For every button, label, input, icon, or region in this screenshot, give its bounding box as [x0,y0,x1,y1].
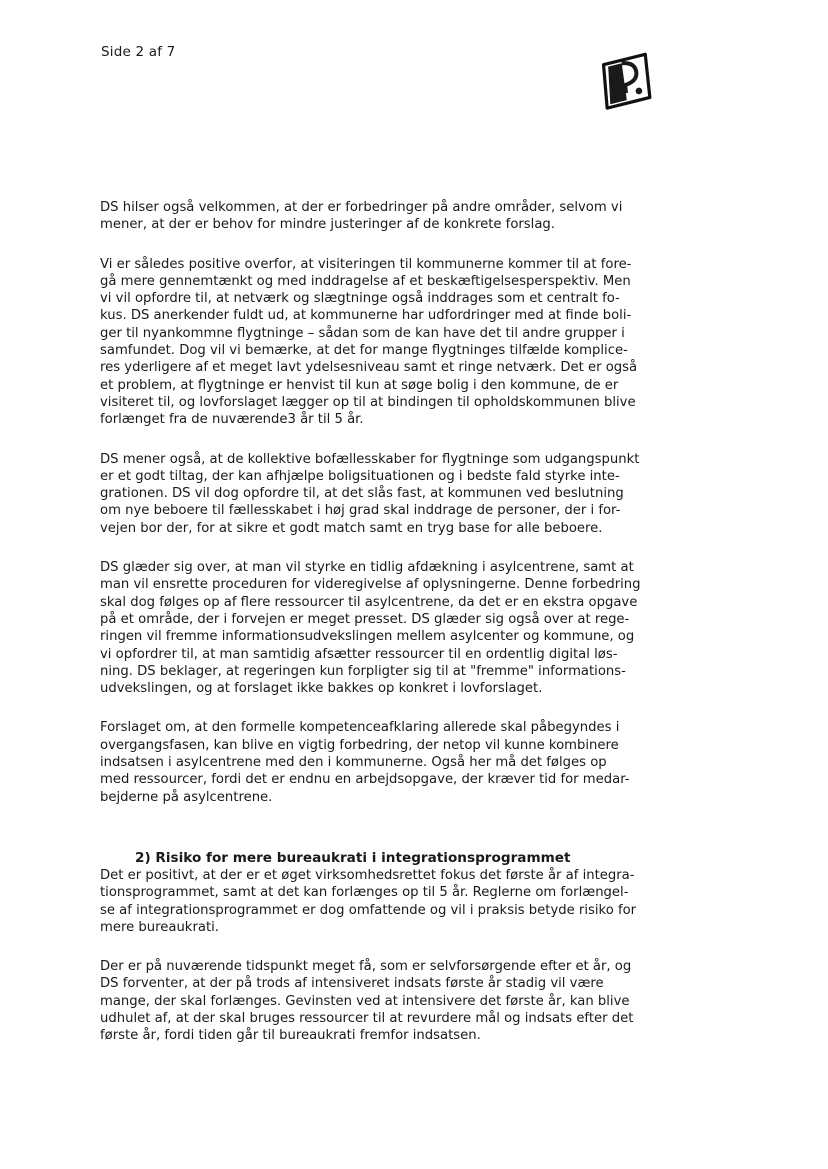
text-line: bejderne på asylcentrene. [100,789,273,805]
text-line: ringen vil fremme informationsudvekslingen mellem asylcenter og kommune, og [100,629,635,645]
text-line: udvekslingen, og at forslaget ikke bakkes op konkret i lovforslaget. [100,681,543,697]
document-body [100,199,672,1067]
text-line: Det er positivt, at der er et øget virksomhedsrettet fokus det første år af integra- [100,867,635,883]
paragraph-intro [100,199,672,234]
text-line: DS glæder sig over, at man vil styrke en tidlig afdækning i asylcentrene, samt at [100,560,634,576]
text-line: ning. DS beklager, at regeringen kun forpligter sig til at "fremme" informations- [100,663,626,679]
organization-logo-icon [596,50,662,110]
text-line: vejen bor der, for at sikre et godt match samt en tryg base for alle beboere. [100,520,603,536]
text-line: på et område, der i forvejen er meget presset. DS glæder sig også over at rege- [100,611,630,627]
text-line: DS mener også, at de kollektive bofællesskaber for flygtninge som udgangspunkt [100,451,640,467]
text-line: vi opfordrer til, at man samtidig afsætter ressourcer til en ordentlig digital løs- [100,646,618,662]
text-line: DS hilser også velkommen, at der er forbedringer på andre områder, selvom vi [100,200,623,215]
text-line: udhulet af, at der skal bruges ressourcer til at revurdere mål og indsats efter det [100,1010,634,1026]
text-line: gå mere gennemtænkt og med inddragelse af et beskæftigelsesperspektiv. Men [100,273,631,289]
paragraph-bureaucracy [100,958,672,1044]
text-line: samfundet. Dog vil vi bemærke, at det for mange flygtninges tilfælde komplice- [100,343,628,359]
text-line: indsatsen i asylcentrene med den i kommunerne. Også her må det følges op [100,755,607,771]
paragraph-visitation [100,256,672,429]
paragraph-asylum-centres [100,559,672,697]
section-heading: 2) Risiko for mere bureaukrati i integrationsprogrammet [135,849,571,866]
text-line: forlænget fra de nuværende3 år til 5 år. [100,412,364,428]
paragraph-competence [100,719,672,805]
paragraph-program [100,867,672,936]
text-line: kus. DS anerkender fuldt ud, at kommunerne har udfordringer med at finde boli- [100,308,632,324]
text-line: er et godt tiltag, der kan afhjælpe boligsituationen og i bedste fald styrke inte- [100,468,620,484]
text-line: vi vil opfordre til, at netværk og slægtninge også inddrages som et centralt fo- [100,291,620,307]
text-line: man vil ensrette proceduren for videregivelse af oplysningerne. Denne forbedring [100,577,641,593]
text-line: Vi er således positive overfor, at visiteringen til kommunerne kommer til at fore- [100,256,632,272]
text-line: mange, der skal forlænges. Gevinsten ved at intensivere det første år, kan blive [100,993,630,1009]
paragraph-housing [100,451,672,537]
text-line: DS forventer, at der på trods af intensiveret indsats første år stadig vil være [100,976,604,992]
text-line: skal dog følges op af flere ressourcer til asylcentrene, da det er en ekstra opgave [100,594,638,610]
text-line: ger til nyankommne flygtninge – sådan som de kan have det til andre grupper i [100,325,625,341]
text-line: med ressourcer, fordi det er endnu en arbejdsopgave, der kræver tid for medar- [100,772,630,788]
text-line: overgangsfasen, kan blive en vigtig forbedring, der netop vil kunne kombinere [100,737,619,753]
text-line: Forslaget om, at den formelle kompetenceafklaring allerede skal påbegyndes i [100,720,620,736]
text-line: se af integrationsprogrammet er dog omfattende og vil i praksis betyde risiko for [100,902,637,918]
text-line: Der er på nuværende tidspunkt meget få, som er selvforsørgende efter et år, og [100,959,632,975]
text-line: res yderligere af et meget lavt ydelsesniveau samt et ringe netværk. Det er også [100,360,638,376]
page-number: Side 2 af 7 [101,44,176,60]
text-line: tionsprogrammet, samt at det kan forlænges op til 5 år. Reglerne om forlængel- [100,885,629,901]
text-line: første år, fordi tiden går til bureaukrati fremfor indsatsen. [100,1028,481,1044]
text-line: visiteret til, og lovforslaget lægger op til at bindingen til opholdskommunen blive [100,394,636,410]
text-line: et problem, at flygtninge er henvist til kun at søge bolig i den kommune, de er [100,377,619,393]
text-line: grationen. DS vil dog opfordre til, at det slås fast, at kommunen ved beslutning [100,486,624,502]
text-line: om nye beboere til fællesskabet i høj grad skal inddrage de personer, der i for- [100,503,621,519]
text-line: mere bureaukrati. [100,919,219,935]
text-line: mener, at der er behov for mindre justeringer af de konkrete forslag. [100,217,555,233]
